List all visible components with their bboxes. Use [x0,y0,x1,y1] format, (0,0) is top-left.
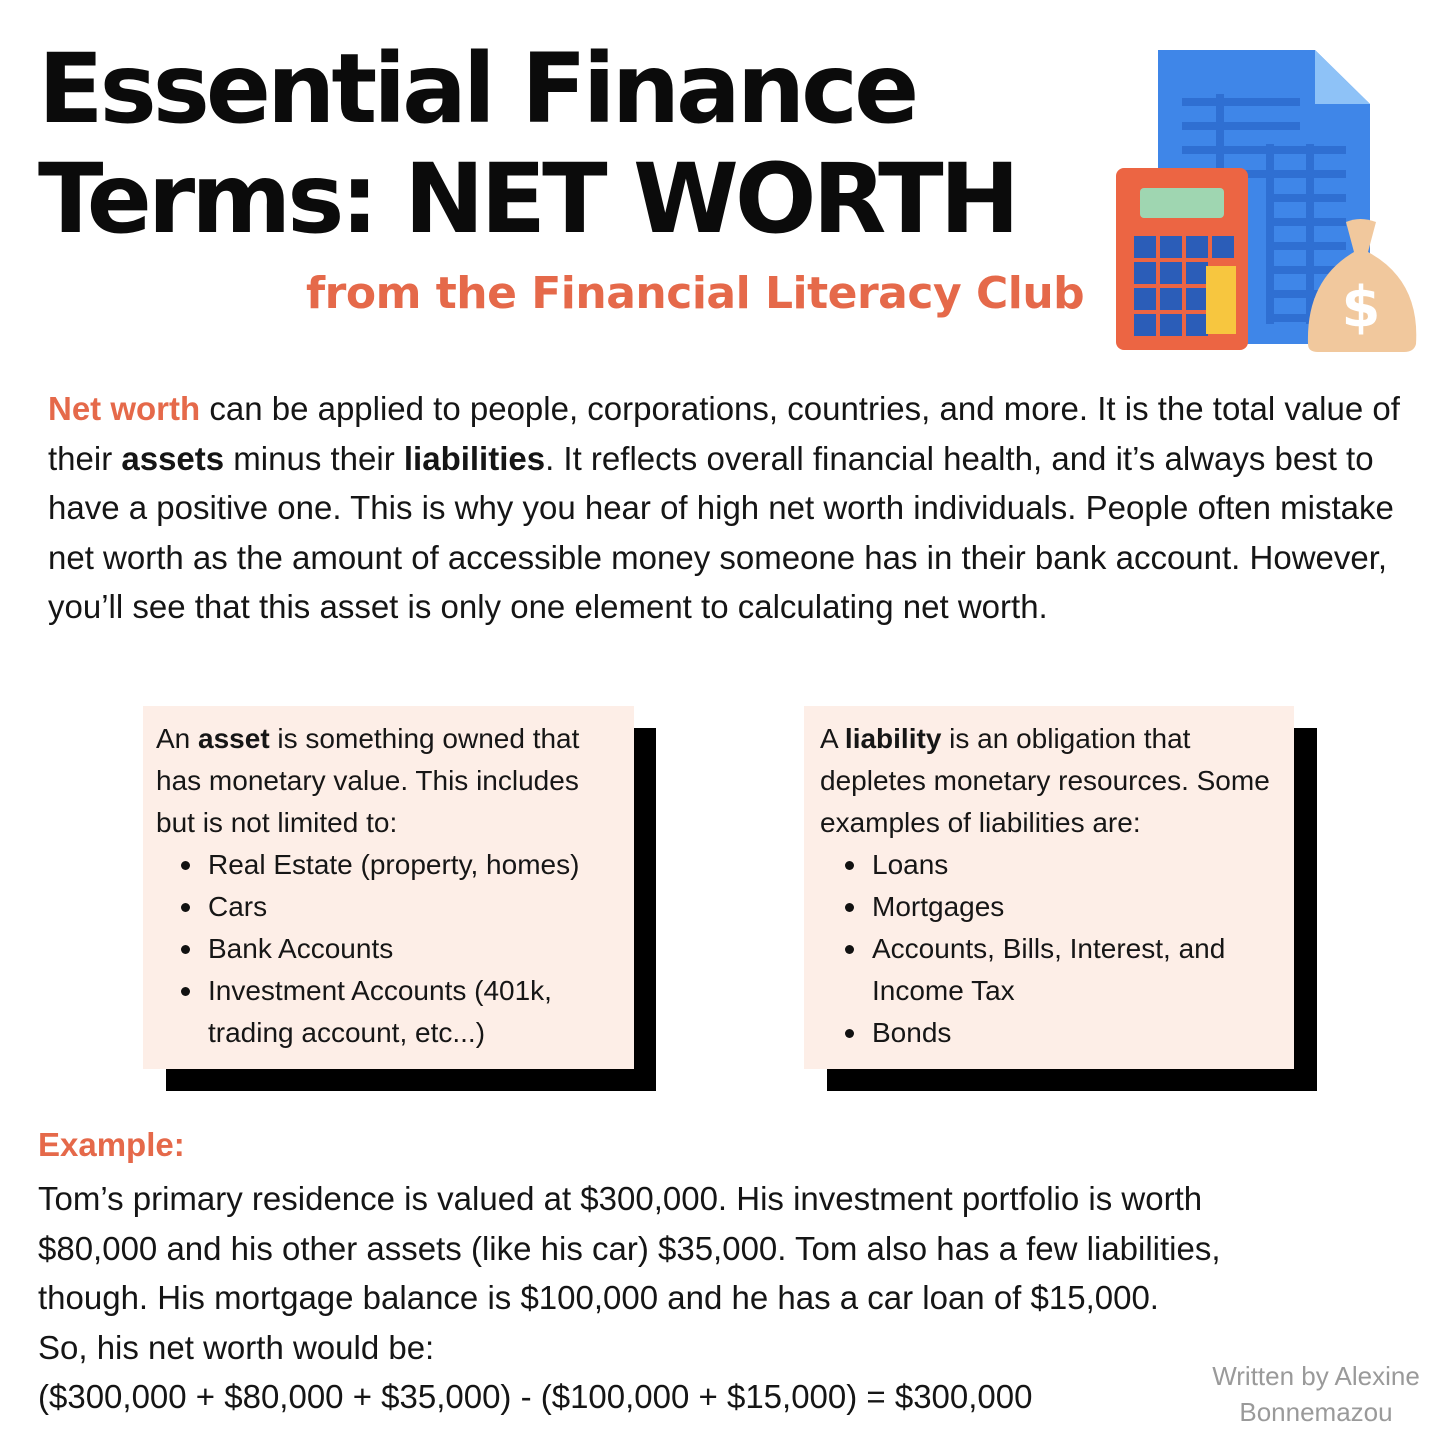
liability-card-body [804,706,1294,1069]
asset-lead-1: An [156,723,199,754]
example-label: Example: [38,1126,185,1163]
finance-illustration [1110,44,1425,359]
example-line: Tom’s primary residence is valued at $300,000. His investment portfolio is worth [38,1180,1203,1217]
title-line-2: Terms: NET WORTH [38,143,1016,255]
liability-lead-2: is an obligation that depletes monetary resources. Some examples of liabilities are: [820,723,1270,838]
intro-text-2: minus their [224,439,404,477]
intro-text-1: can be applied to people, corporations, countries, and more. It is the total value of their [48,390,1400,477]
credit-line-1: Written by Alexine [1212,1361,1420,1391]
example-body [38,1174,1338,1422]
calculator-icon [1116,168,1248,350]
asset-list [156,844,620,1054]
svg-text:$: $ [1341,275,1381,340]
list-item: Cars [208,886,620,928]
subtitle: from the Financial Literacy Club [306,268,1085,319]
example-line: though. His mortgage balance is $100,000 and he has a car loan of $15,000. [38,1279,1159,1316]
intro-paragraph [48,384,1408,632]
liability-term: liability [844,723,942,754]
list-item: Loans [872,844,1280,886]
title-line-1: Essential Finance [38,33,916,145]
list-item: Real Estate (property, homes) [208,844,620,886]
list-item: Investment Accounts (401k, trading account, etc...) [208,970,620,1054]
list-item: Accounts, Bills, Interest, and Income Tax [872,928,1280,1012]
liability-definition [820,718,1280,844]
intro-text-3: . It reflects overall financial health, and it’s always best to have a positive one. This is why you hear of high net worth individuals. People often mistake net worth as the amount of accessible money someone has in their bank account. However, you’ll see that this asset is only one element to calculating net worth. [48,439,1394,625]
liability-lead-1: A [820,723,845,754]
asset-lead-2: is something owned that has monetary value. This includes but is not limited to: [156,723,580,838]
example-line: $80,000 and his other assets (like his car) $35,000. Tom also has a few liabilities, [38,1229,1221,1267]
page-title [38,34,1016,254]
list-item: Bank Accounts [208,928,620,970]
assets-term: assets [121,439,225,477]
list-item: Bonds [872,1012,1280,1054]
asset-term: asset [198,723,270,754]
list-item: Mortgages [872,886,1280,928]
asset-card-body [143,706,634,1069]
example-line: So, his net worth would be: [38,1328,435,1366]
author-credit [1200,1358,1432,1430]
example-formula: ($300,000 + $80,000 + $35,000) - ($100,000 + $15,000) = $300,000 [38,1378,1033,1415]
credit-line-2: Bonnemazou [1239,1397,1393,1427]
asset-definition [156,718,620,844]
liability-list [820,844,1280,1054]
liabilities-term: liabilities [403,439,546,477]
net-worth-term: Net worth [48,390,201,427]
